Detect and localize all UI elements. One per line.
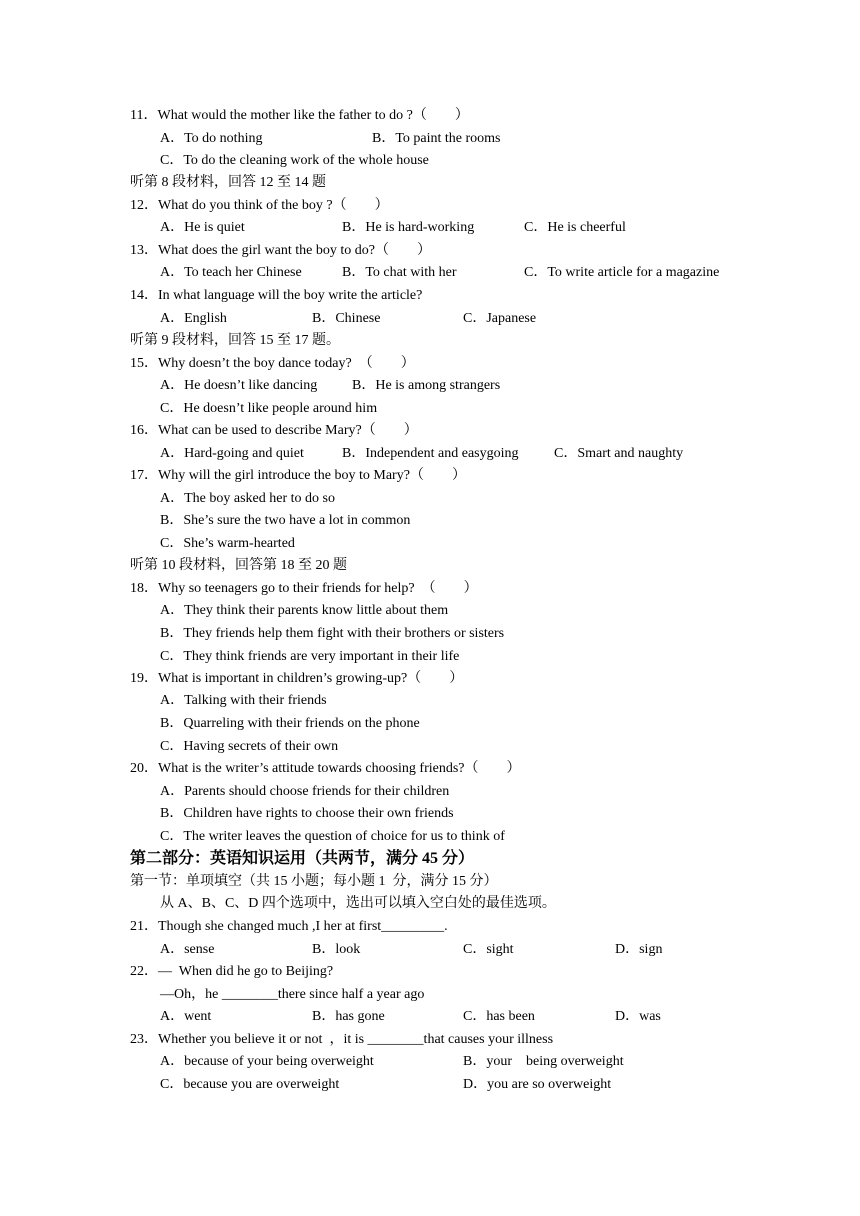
option-c: C．Smart and naughty	[554, 446, 684, 461]
instructions: 从 A、B、C、D 四个选项中，选出可以填入空白处的最佳选项。	[160, 896, 556, 911]
option-a: A．Parents should choose friends for their children	[160, 784, 450, 799]
option-c: C．He doesn’t like people around him	[160, 401, 378, 416]
question-11: 11．What would the mother like the father to do ?（ ）	[130, 108, 469, 123]
part-heading: 第二部分：英语知识运用（共两节，满分 45 分）	[130, 850, 475, 867]
question-21: 21．Though she changed much ,I her at first_________.	[130, 919, 448, 934]
option-c: C．She’s warm-hearted	[160, 536, 295, 551]
option-b: B．She’s sure the two have a lot in common	[160, 513, 411, 528]
option-a: A．He doesn’t like dancing	[160, 378, 318, 393]
question-16: 16．What can be used to describe Mary?（ ）	[130, 423, 418, 438]
option-c: C．The writer leaves the question of choice for us to think of	[160, 829, 505, 844]
option-a: A．He is quiet	[160, 220, 245, 235]
section-heading: 听第 8 段材料，回答 12 至 14 题	[130, 175, 326, 190]
option-b: B．Quarreling with their friends on the phone	[160, 716, 420, 731]
option-a: A．because of your being overweight	[160, 1054, 374, 1069]
question-14: 14．In what language will the boy write the article?	[130, 288, 423, 303]
option-a: A．The boy asked her to do so	[160, 491, 335, 506]
option-b: B．They friends help them fight with their brothers or sisters	[160, 626, 505, 641]
section-heading: 第一节：单项填空（共 15 小题；每小题 1 分，满分 15 分）	[130, 874, 498, 889]
option-b: B．Children have rights to choose their own friends	[160, 806, 454, 821]
option-b: B．Chinese	[312, 311, 381, 326]
question-22: 22．— When did he go to Beijing?	[130, 964, 334, 979]
option-a: A．went	[160, 1009, 212, 1024]
option-d: D．sign	[615, 942, 663, 957]
option-a: A．sense	[160, 942, 215, 957]
question-23: 23．Whether you believe it or not ，it is ________that causes your illness	[130, 1032, 554, 1047]
option-a: A．English	[160, 311, 227, 326]
option-c: C．To do the cleaning work of the whole house	[160, 153, 429, 168]
option-c: C．sight	[463, 942, 514, 957]
option-b: B．has gone	[312, 1009, 385, 1024]
option-a: A．To teach her Chinese	[160, 265, 302, 280]
option-c: C．He is cheerful	[524, 220, 626, 235]
section-heading: 听第 9 段材料，回答 15 至 17 题。	[130, 333, 340, 348]
option-a: A．Talking with their friends	[160, 693, 327, 708]
option-c: C．Having secrets of their own	[160, 739, 339, 754]
option-c: C．has been	[463, 1009, 535, 1024]
question-15: 15．Why doesn’t the boy dance today? （ ）	[130, 356, 415, 371]
option-b: B．look	[312, 942, 361, 957]
option-c: C．To write article for a magazine	[524, 265, 720, 280]
option-c: C．because you are overweight	[160, 1077, 340, 1092]
option-d: D．you are so overweight	[463, 1077, 612, 1092]
section-heading: 听第 10 段材料，回答第 18 至 20 题	[130, 558, 347, 573]
question-12: 12．What do you think of the boy ?（ ）	[130, 198, 389, 213]
option-b: B．To chat with her	[342, 265, 457, 280]
question-20: 20．What is the writer’s attitude towards choosing friends?（ ）	[130, 761, 521, 776]
question-18: 18．Why so teenagers go to their friends for help? （ ）	[130, 581, 478, 596]
option-a: A．They think their parents know little about them	[160, 603, 449, 618]
option-a: A．To do nothing	[160, 131, 263, 146]
option-d: D．was	[615, 1009, 661, 1024]
option-b: B．Independent and easygoing	[342, 446, 519, 461]
option-c: C．They think friends are very important in their life	[160, 649, 460, 664]
option-c: C．Japanese	[463, 311, 537, 326]
option-b: B．To paint the rooms	[372, 131, 501, 146]
option-b: B．He is among strangers	[352, 378, 501, 393]
option-a: A．Hard-going and quiet	[160, 446, 304, 461]
question-13: 13．What does the girl want the boy to do?（ ）	[130, 243, 431, 258]
option-b: B．He is hard-working	[342, 220, 475, 235]
question-19: 19．What is important in children’s growing-up?（ ）	[130, 671, 464, 686]
option-b: B．your being overweight	[463, 1054, 624, 1069]
question-22-reply: —Oh，he ________there since half a year ago	[160, 987, 425, 1002]
question-17: 17．Why will the girl introduce the boy to Mary?（ ）	[130, 468, 466, 483]
